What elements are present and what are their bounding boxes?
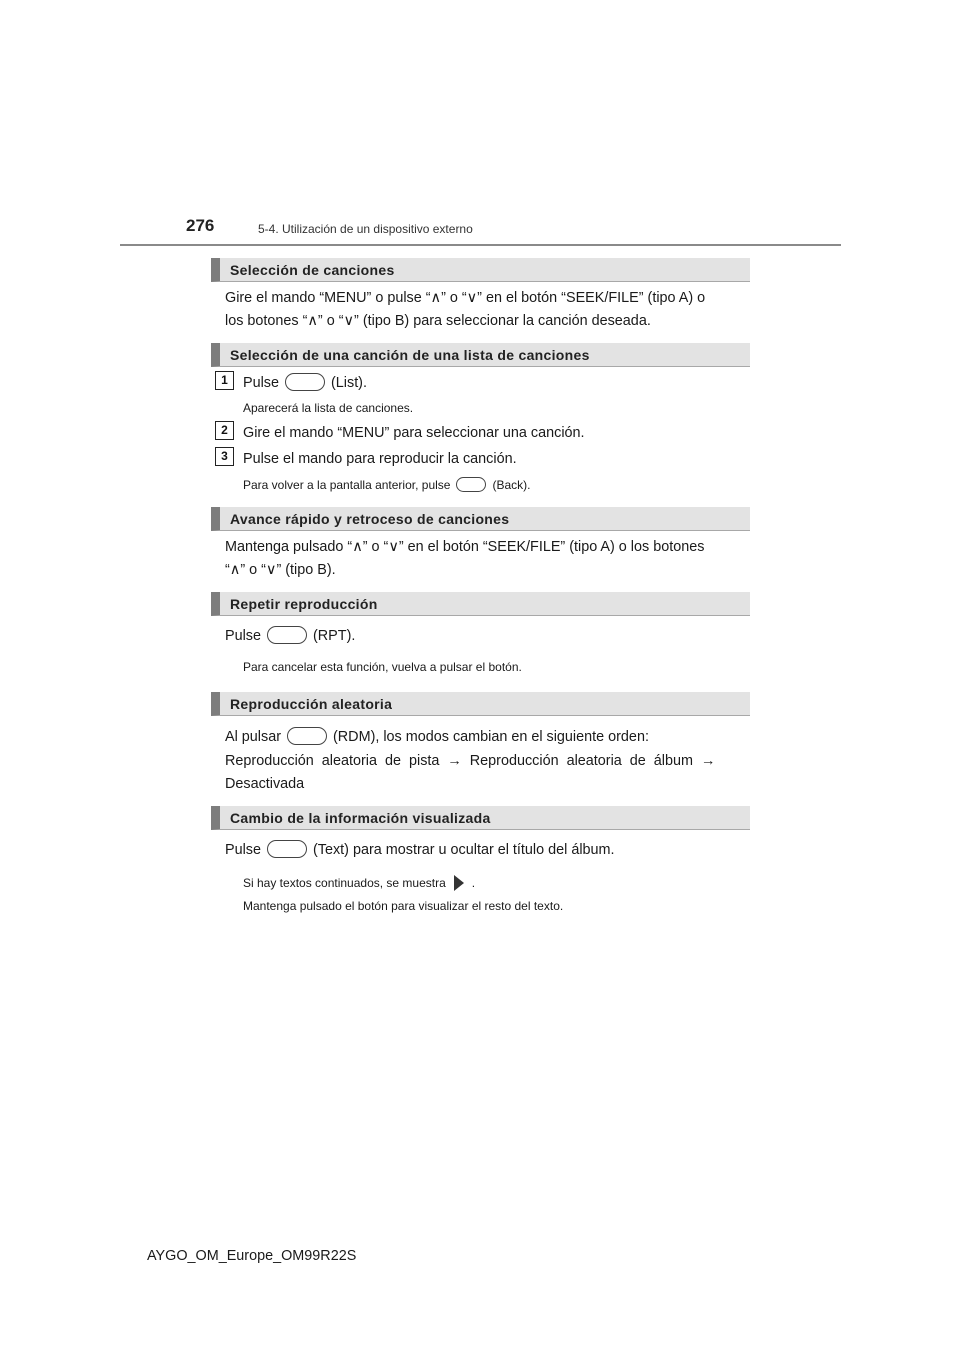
section-heading-list-selection <box>211 343 750 367</box>
section-title: Selección de una canción de una lista de canciones <box>230 347 590 363</box>
repeat-post: (RPT). <box>313 628 356 644</box>
random-sequence-line: Reproducción aleatoria de pista → Reproducción aleatoria de álbum → <box>225 753 716 769</box>
step-1-pre: Pulse <box>243 375 279 391</box>
step-1-post: (List). <box>331 375 367 391</box>
step-number-1: 1 <box>215 371 234 390</box>
display-post: (Text) para mostrar u ocultar el título del álbum. <box>313 842 615 858</box>
right-arrow-icon <box>454 875 464 891</box>
text-line: Gire el mando “MENU” o pulse “∧” o “∨” en el botón “SEEK/FILE” (tipo A) o <box>225 290 706 306</box>
text-button-icon <box>267 840 307 858</box>
section-title: Avance rápido y retroceso de canciones <box>230 511 510 527</box>
header-rule <box>120 244 841 246</box>
list-button-icon <box>285 373 325 391</box>
back-button-icon <box>456 477 486 492</box>
step-number-3: 3 <box>215 447 234 466</box>
text-line: Mantenga pulsado “∧” o “∨” en el botón “SEEK/FILE” (tipo A) o los botones <box>225 539 705 555</box>
display-note-1 <box>243 875 475 892</box>
step-3-note <box>243 477 530 493</box>
step-3-note-pre: Para volver a la pantalla anterior, pulse <box>243 478 451 492</box>
repeat-pre: Pulse <box>225 628 261 644</box>
random-text <box>225 726 745 796</box>
step-1-text <box>243 374 367 392</box>
step-3-text: Pulse el mando para reproducir la canción. <box>243 451 517 467</box>
rdm-button-icon <box>287 727 327 745</box>
display-note-2: Mantenga pulsado el botón para visualizar el resto del texto. <box>243 899 564 913</box>
fast-forward-text <box>225 536 745 582</box>
repeat-text <box>225 625 745 648</box>
section-title: Repetir reproducción <box>230 596 378 612</box>
display-pre: Pulse <box>225 842 261 858</box>
step-number-2: 2 <box>215 421 234 440</box>
random-pre: Al pulsar <box>225 729 281 745</box>
display-note-1-pre: Si hay textos continuados, se muestra <box>243 876 446 890</box>
step-2-text: Gire el mando “MENU” para seleccionar una canción. <box>243 425 585 441</box>
section-heading-fast-forward <box>211 507 750 531</box>
text-line: los botones “∧” o “∨” (tipo B) para seleccionar la canción deseada. <box>225 313 651 329</box>
song-selection-text <box>225 287 745 333</box>
random-sequence-line: Desactivada <box>225 776 305 792</box>
display-info-text <box>225 839 745 862</box>
section-heading-display-info <box>211 806 750 830</box>
page-number: 276 <box>186 216 215 235</box>
repeat-note: Para cancelar esta función, vuelva a pulsar el botón. <box>243 660 522 674</box>
section-title: Reproducción aleatoria <box>230 696 393 712</box>
section-title: Cambio de la información visualizada <box>230 810 491 826</box>
document-code: AYGO_OM_Europe_OM99R22S <box>147 1248 357 1264</box>
section-title: Selección de canciones <box>230 262 395 278</box>
section-heading-random <box>211 692 750 716</box>
step-3-note-post: (Back). <box>492 478 531 492</box>
section-heading-repeat <box>211 592 750 616</box>
text-line: “∧” o “∨” (tipo B). <box>225 562 336 578</box>
section-heading-song-selection <box>211 258 750 282</box>
display-note-1-post: . <box>471 876 476 890</box>
rpt-button-icon <box>267 626 307 644</box>
random-post: (RDM), los modos cambian en el siguiente orden: <box>333 729 649 745</box>
step-1-note: Aparecerá la lista de canciones. <box>243 401 414 415</box>
chapter-title: 5-4. Utilización de un dispositivo externo <box>258 222 473 236</box>
